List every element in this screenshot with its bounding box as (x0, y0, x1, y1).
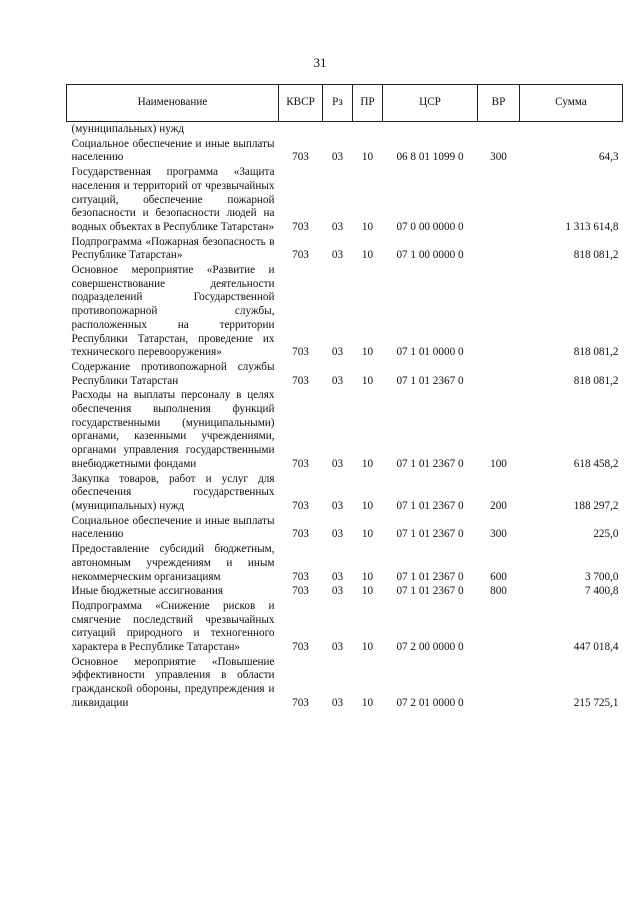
row-csr: 07 2 00 0000 0 (396, 641, 464, 654)
table-body (67, 122, 623, 712)
table-row (67, 138, 623, 166)
row-rz: 03 (331, 220, 344, 233)
row-pr: 10 (361, 151, 374, 164)
row-name: Социальное обеспечение и иные выплаты населению (71, 514, 275, 541)
row-csr: 07 1 01 2367 0 (396, 374, 464, 387)
row-sum (520, 122, 623, 138)
row-name: Основное мероприятие «Повышение эффективности управления в области гражданской обороны, предупреждения и ликвидации (71, 655, 275, 709)
table-row (67, 543, 623, 585)
row-sum: 818 081,2 (573, 374, 619, 387)
row-rz: 03 (331, 457, 344, 470)
row-name: Подпрограмма «Пожарная безопасность в Республике Татарстан» (71, 235, 275, 262)
row-sum: 447 018,4 (573, 641, 619, 654)
row-sum: 818 081,2 (573, 346, 619, 359)
row-pr: 10 (361, 528, 374, 541)
row-sum: 3 700,0 (584, 570, 619, 583)
row-name: (муниципальных) нужд (71, 123, 185, 135)
table-row (67, 361, 623, 389)
row-name: Закупка товаров, работ и услуг для обеспечения государственных (муниципальных) нужд (71, 472, 275, 512)
row-vr (478, 361, 520, 389)
row-kvsr: 703 (292, 220, 309, 233)
row-pr: 10 (361, 249, 374, 262)
row-csr: 07 1 01 2367 0 (396, 585, 464, 598)
row-vr: 200 (490, 499, 507, 512)
row-csr (383, 122, 478, 138)
row-pr: 10 (361, 346, 374, 359)
table-row (67, 236, 623, 264)
row-kvsr: 703 (292, 374, 309, 387)
row-rz: 03 (331, 151, 344, 164)
row-sum: 7 400,8 (584, 585, 619, 598)
header-rz: Рз (323, 85, 353, 122)
row-vr: 800 (490, 585, 507, 598)
table-row (67, 585, 623, 600)
row-kvsr: 703 (292, 570, 309, 583)
row-sum: 64,3 (598, 151, 619, 164)
row-pr: 10 (361, 696, 374, 709)
header-csr: ЦСР (383, 85, 478, 122)
row-rz: 03 (331, 499, 344, 512)
row-vr (478, 122, 520, 138)
row-kvsr: 703 (292, 249, 309, 262)
row-csr: 07 1 01 2367 0 (396, 570, 464, 583)
row-rz: 03 (331, 528, 344, 541)
row-name: Государственная программа «Защита населения и территорий от чрезвычайных ситуаций, обеспечение пожарной безопасности и безопасности людей на водных объектах в Республике Татарстан» (71, 166, 275, 233)
row-sum: 818 081,2 (573, 249, 619, 262)
row-csr: 07 1 01 2367 0 (396, 528, 464, 541)
row-vr: 300 (490, 528, 507, 541)
header-name: Наименование (67, 85, 279, 122)
table-row (67, 515, 623, 543)
row-pr: 10 (361, 499, 374, 512)
row-rz: 03 (331, 641, 344, 654)
row-rz: 03 (331, 374, 344, 387)
row-name: Предоставление субсидий бюджетным, автономным учреждениям и иным некоммерческим организациям (71, 543, 275, 583)
row-name: Основное мероприятие «Развитие и совершенствование деятельности подразделений Государственной противопожарной службы, расположенных на территории Республики Татарстан, проведение их технического перевооружения» (71, 264, 275, 359)
table-row (67, 389, 623, 472)
row-rz: 03 (331, 570, 344, 583)
row-rz: 03 (331, 585, 344, 598)
table-header (67, 85, 623, 122)
row-pr: 10 (361, 570, 374, 583)
row-csr: 07 2 01 0000 0 (396, 696, 464, 709)
row-kvsr: 703 (292, 457, 309, 470)
row-kvsr: 703 (292, 499, 309, 512)
row-pr: 10 (361, 457, 374, 470)
row-kvsr: 703 (292, 585, 309, 598)
table-row (67, 122, 623, 138)
header-sum: Сумма (520, 85, 623, 122)
row-name: Иные бюджетные ассигнования (71, 585, 223, 598)
row-vr (478, 656, 520, 712)
row-vr: 300 (490, 151, 507, 164)
row-csr: 07 1 01 2367 0 (396, 499, 464, 512)
table-row (67, 473, 623, 515)
row-pr: 10 (361, 585, 374, 598)
row-csr: 06 8 01 1099 0 (396, 151, 464, 164)
row-kvsr: 703 (292, 528, 309, 541)
row-pr: 10 (361, 220, 374, 233)
row-name: Расходы на выплаты персоналу в целях обеспечения выполнения функций государственными (муниципальными) органами, казенными учреждениями, органами управления государственными внебюджетными фондами (71, 389, 275, 470)
row-pr: 10 (361, 374, 374, 387)
row-pr: 10 (361, 641, 374, 654)
table-row (67, 656, 623, 712)
row-kvsr: 703 (292, 151, 309, 164)
row-csr: 07 1 00 0000 0 (396, 249, 464, 262)
row-sum: 225,0 (593, 528, 619, 541)
row-name: Социальное обеспечение и иные выплаты населению (71, 137, 275, 164)
row-kvsr: 703 (292, 346, 309, 359)
row-pr (353, 122, 383, 138)
row-csr: 07 0 00 0000 0 (396, 220, 464, 233)
row-vr: 100 (490, 457, 507, 470)
row-name: Содержание противопожарной службы Республики Татарстан (71, 360, 275, 387)
row-rz: 03 (331, 249, 344, 262)
table-row (67, 166, 623, 236)
table-row (67, 600, 623, 656)
row-name: Подпрограмма «Снижение рисков и смягчение последствий чрезвычайных ситуаций природного и техногенного характера в Республике Татарстан» (71, 599, 275, 654)
budget-table (66, 84, 623, 712)
header-pr: ПР (353, 85, 383, 122)
row-sum: 1 313 614,8 (565, 220, 619, 233)
page-number: 31 (313, 55, 327, 70)
row-csr: 07 1 01 2367 0 (396, 457, 464, 470)
row-vr (478, 236, 520, 264)
row-sum: 215 725,1 (573, 696, 619, 709)
header-kvsr: КВСР (279, 85, 323, 122)
row-vr (478, 166, 520, 236)
table-row (67, 264, 623, 361)
row-sum: 618 458,2 (573, 457, 619, 470)
row-rz: 03 (331, 696, 344, 709)
row-vr (478, 600, 520, 656)
row-csr: 07 1 01 0000 0 (396, 346, 464, 359)
row-rz: 03 (331, 346, 344, 359)
row-sum: 188 297,2 (573, 499, 619, 512)
header-vr: ВР (478, 85, 520, 122)
row-kvsr: 703 (292, 696, 309, 709)
row-kvsr (279, 122, 323, 138)
row-vr: 600 (490, 570, 507, 583)
row-kvsr: 703 (292, 641, 309, 654)
row-vr (478, 264, 520, 361)
row-rz (323, 122, 353, 138)
